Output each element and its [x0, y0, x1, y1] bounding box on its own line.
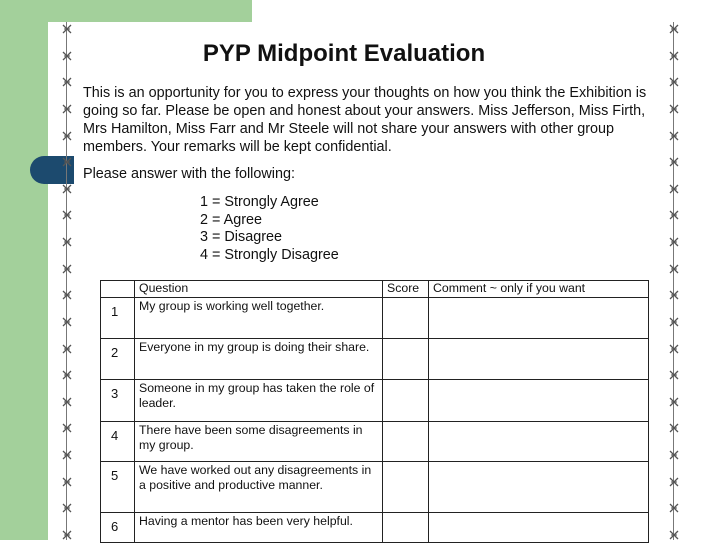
page-title: PYP Midpoint Evaluation	[202, 40, 486, 67]
row-number: 3	[101, 380, 135, 422]
right-decorative-border	[667, 22, 681, 540]
border-motif-icon	[668, 155, 680, 167]
row-question: Everyone in my group is doing their share.	[135, 339, 383, 380]
border-motif-icon	[668, 475, 680, 487]
row-number: 4	[101, 422, 135, 462]
border-motif-icon	[61, 262, 73, 274]
row-question: There have been some disagreements in my group.	[135, 422, 383, 462]
comment-cell[interactable]	[429, 513, 649, 543]
header-comment: Comment ~ only if you want	[429, 281, 649, 298]
border-motif-icon	[668, 208, 680, 220]
border-motif-icon	[668, 528, 680, 540]
left-decorative-border	[60, 22, 74, 540]
score-cell[interactable]	[383, 513, 429, 543]
border-motif-icon	[61, 22, 73, 34]
border-motif-icon	[61, 288, 73, 300]
table-row	[101, 422, 649, 462]
table-row	[101, 462, 649, 513]
row-question: Someone in my group has taken the role of leader.	[135, 380, 383, 422]
border-motif-icon	[61, 421, 73, 433]
border-motif-icon	[668, 421, 680, 433]
border-motif-icon	[61, 501, 73, 513]
header-score: Score	[383, 281, 429, 298]
border-motif-icon	[668, 395, 680, 407]
border-motif-icon	[61, 129, 73, 141]
border-motif-icon	[668, 182, 680, 194]
border-motif-icon	[61, 528, 73, 540]
border-motif-icon	[668, 262, 680, 274]
scale-item: 3 = Disagree	[200, 229, 282, 245]
border-motif-icon	[61, 155, 73, 167]
score-cell[interactable]	[383, 339, 429, 380]
border-motif-icon	[668, 102, 680, 114]
border-motif-icon	[61, 75, 73, 87]
score-cell[interactable]	[383, 422, 429, 462]
evaluation-table	[100, 280, 649, 543]
scale-item: 2 = Agree	[200, 211, 263, 228]
border-motif-icon	[668, 129, 680, 141]
table-row	[101, 298, 649, 339]
border-motif-icon	[668, 49, 680, 61]
table-row	[101, 339, 649, 380]
border-motif-icon	[668, 288, 680, 300]
border-motif-icon	[668, 448, 680, 460]
border-motif-icon	[61, 368, 73, 380]
border-motif-icon	[668, 235, 680, 247]
row-question: My group is working well together.	[135, 298, 383, 339]
comment-cell[interactable]	[429, 298, 649, 339]
border-motif-icon	[668, 501, 680, 513]
comment-cell[interactable]	[429, 462, 649, 513]
intro-paragraph: This is an opportunity for you to express your thoughts on how you think the Exhibition is going so far. Please be open and honest about your answers. Miss Jefferson, Miss Firth, Mrs Hamilton, Miss Farr and Mr Steele will not share your answers with other group members. Your remarks will be kept confidential.	[83, 85, 647, 155]
border-motif-icon	[61, 49, 73, 61]
comment-cell[interactable]	[429, 339, 649, 380]
border-motif-icon	[668, 315, 680, 327]
border-motif-icon	[61, 342, 73, 354]
border-motif-icon	[61, 315, 73, 327]
row-question: Having a mentor has been very helpful.	[135, 513, 383, 543]
score-cell[interactable]	[383, 380, 429, 422]
border-motif-icon	[668, 368, 680, 380]
comment-cell[interactable]	[429, 380, 649, 422]
scale-item: 4 = Strongly Disagree	[200, 246, 339, 263]
score-cell[interactable]	[383, 462, 429, 513]
table-row	[101, 380, 649, 422]
border-motif-icon	[668, 75, 680, 87]
scale-item: 1 = Strongly Agree	[200, 194, 319, 210]
border-motif-icon	[61, 448, 73, 460]
header-number	[101, 281, 135, 298]
row-number: 1	[101, 298, 135, 339]
comment-cell[interactable]	[429, 422, 649, 462]
rating-scale	[200, 194, 339, 264]
border-motif-icon	[61, 208, 73, 220]
table-row	[101, 513, 649, 543]
border-motif-icon	[668, 342, 680, 354]
border-motif-icon	[61, 102, 73, 114]
border-motif-icon	[61, 182, 73, 194]
row-number: 2	[101, 339, 135, 380]
header-question: Question	[135, 281, 383, 298]
border-motif-icon	[61, 475, 73, 487]
row-number: 6	[101, 513, 135, 543]
table-header-row	[101, 281, 649, 298]
instruction-text: Please answer with the following:	[83, 166, 295, 182]
border-motif-icon	[668, 22, 680, 34]
score-cell[interactable]	[383, 298, 429, 339]
border-motif-icon	[61, 395, 73, 407]
row-question: We have worked out any disagreements in a positive and productive manner.	[135, 462, 383, 513]
border-motif-icon	[61, 235, 73, 247]
row-number: 5	[101, 462, 135, 513]
